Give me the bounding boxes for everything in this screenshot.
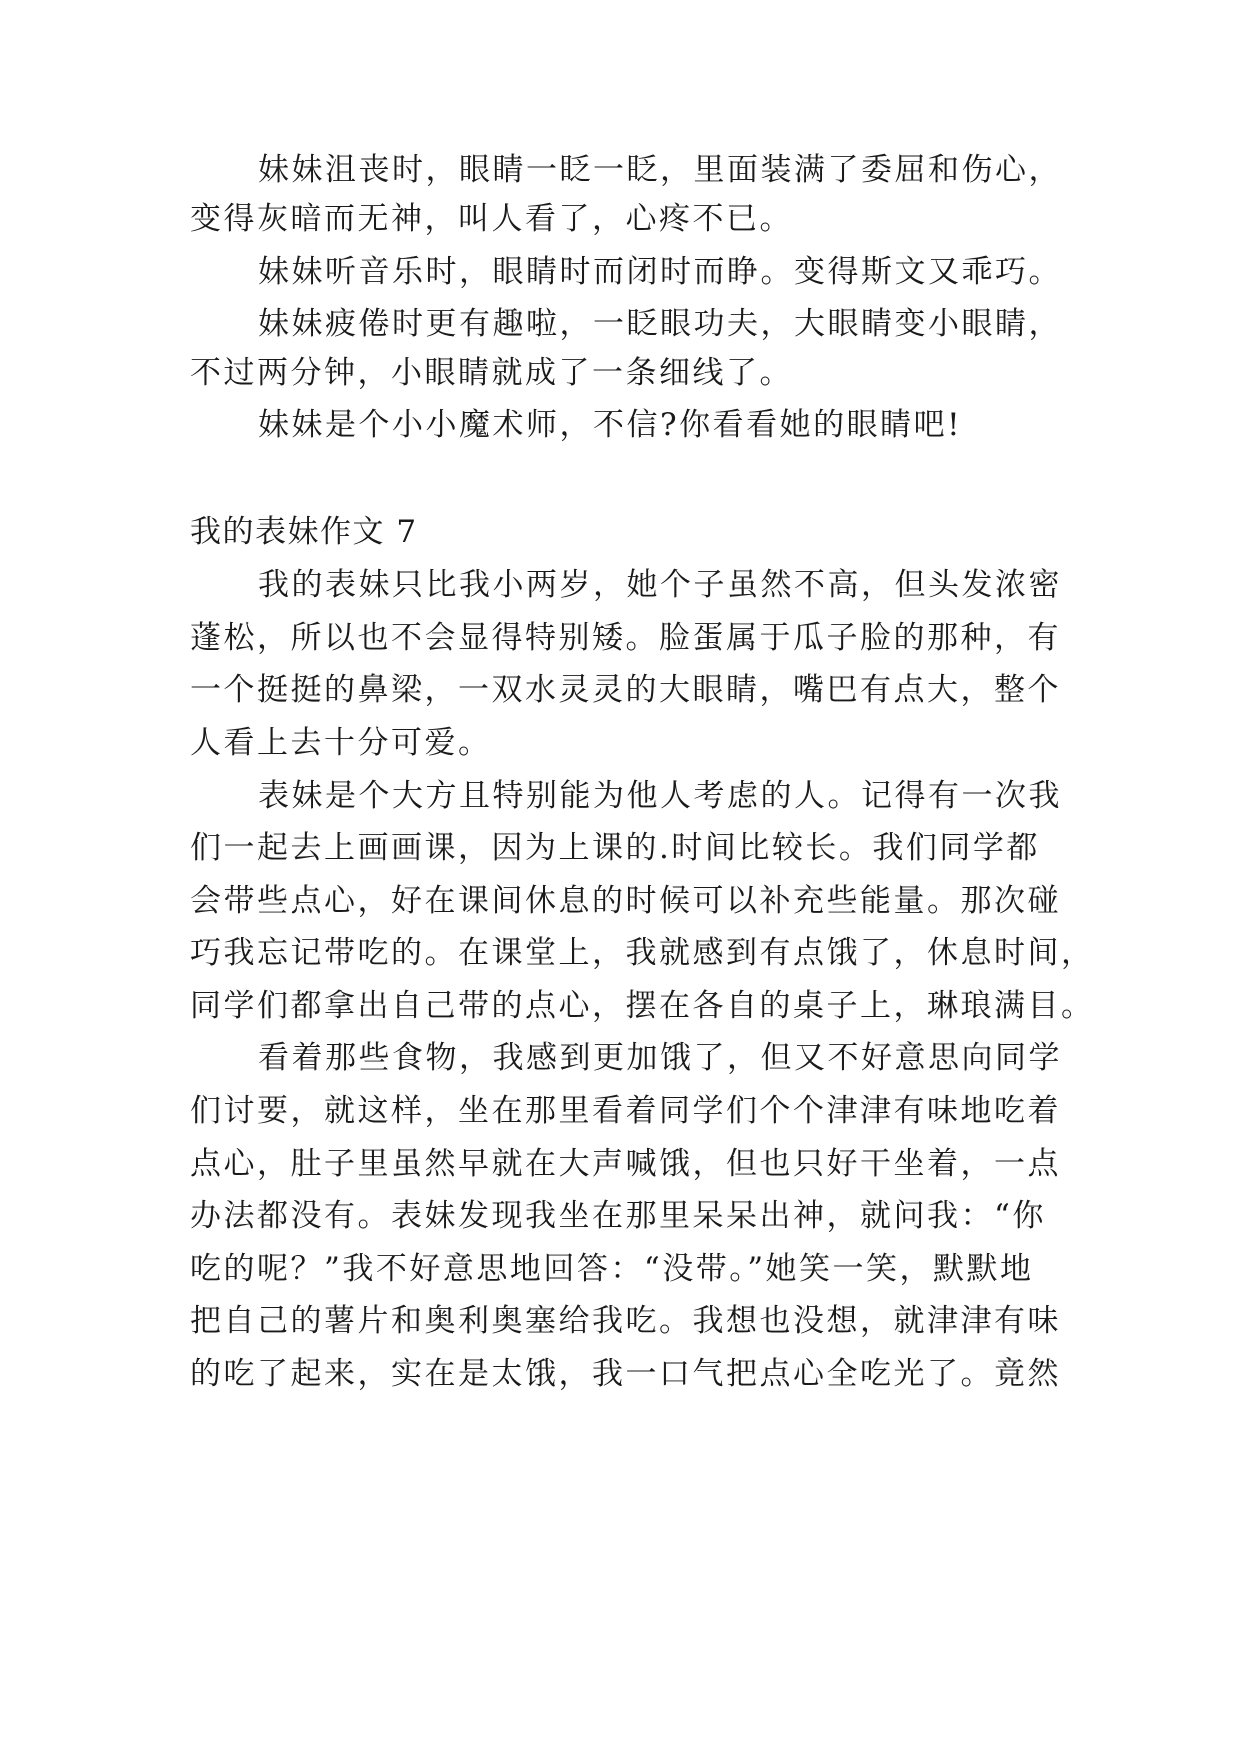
text-line: 变得灰暗而无神，叫人看了，心疼不已。 — [190, 201, 793, 237]
text-line: 同学们都拿出自己带的点心，摆在各自的桌子上，琳琅满目。 — [190, 988, 1095, 1024]
text-line: 把自己的薯片和奥利奥塞给我吃。我想也没想，就津津有味 — [190, 1303, 1061, 1339]
section-heading: 我的表妹作文 7 — [190, 514, 418, 550]
text-line: 蓬松，所以也不会显得特别矮。脸蛋属于瓜子脸的那种，有 — [190, 620, 1061, 656]
text-line: 看着那些食物，我感到更加饿了，但又不好意思向同学 — [258, 1040, 1062, 1076]
text-line: 点心，肚子里虽然早就在大声喊饿，但也只好干坐着，一点 — [190, 1146, 1061, 1182]
text-line: 一个挺挺的鼻梁，一双水灵灵的大眼睛，嘴巴有点大，整个 — [190, 672, 1061, 708]
text-line: 的吃了起来，实在是太饿，我一口气把点心全吃光了。竟然 — [190, 1356, 1061, 1392]
text-line: 吃的呢？”我不好意思地回答：“没带。”她笑一笑，默默地 — [190, 1251, 1034, 1287]
text-line: 妹妹疲倦时更有趣啦，一眨眼功夫，大眼睛变小眼睛， — [258, 306, 1062, 342]
text-line: 们讨要，就这样，坐在那里看着同学们个个津津有味地吃着 — [190, 1093, 1061, 1129]
text-line: 妹妹沮丧时，眼睛一眨一眨，里面装满了委屈和伤心， — [258, 152, 1062, 188]
text-line: 我的表妹只比我小两岁，她个子虽然不高，但头发浓密 — [258, 567, 1062, 603]
text-line: 巧我忘记带吃的。在课堂上，我就感到有点饿了，休息时间， — [190, 935, 1095, 971]
text-line: 不过两分钟，小眼睛就成了一条细线了。 — [190, 355, 793, 391]
text-line: 妹妹听音乐时，眼睛时而闭时而睁。变得斯文又乖巧。 — [258, 254, 1062, 290]
text-line: 人看上去十分可爱。 — [190, 725, 492, 761]
text-line: 办法都没有。表妹发现我坐在那里呆呆出神，就问我：“你 — [190, 1198, 1046, 1234]
text-line: 表妹是个大方且特别能为他人考虑的人。记得有一次我 — [258, 778, 1062, 814]
text-line: 们一起去上画画课，因为上课的.时间比较长。我们同学都 — [190, 830, 1040, 866]
text-line: 会带些点心，好在课间休息的时候可以补充些能量。那次碰 — [190, 883, 1061, 919]
text-line: 妹妹是个小小魔术师，不信?你看看她的眼睛吧! — [258, 407, 963, 443]
